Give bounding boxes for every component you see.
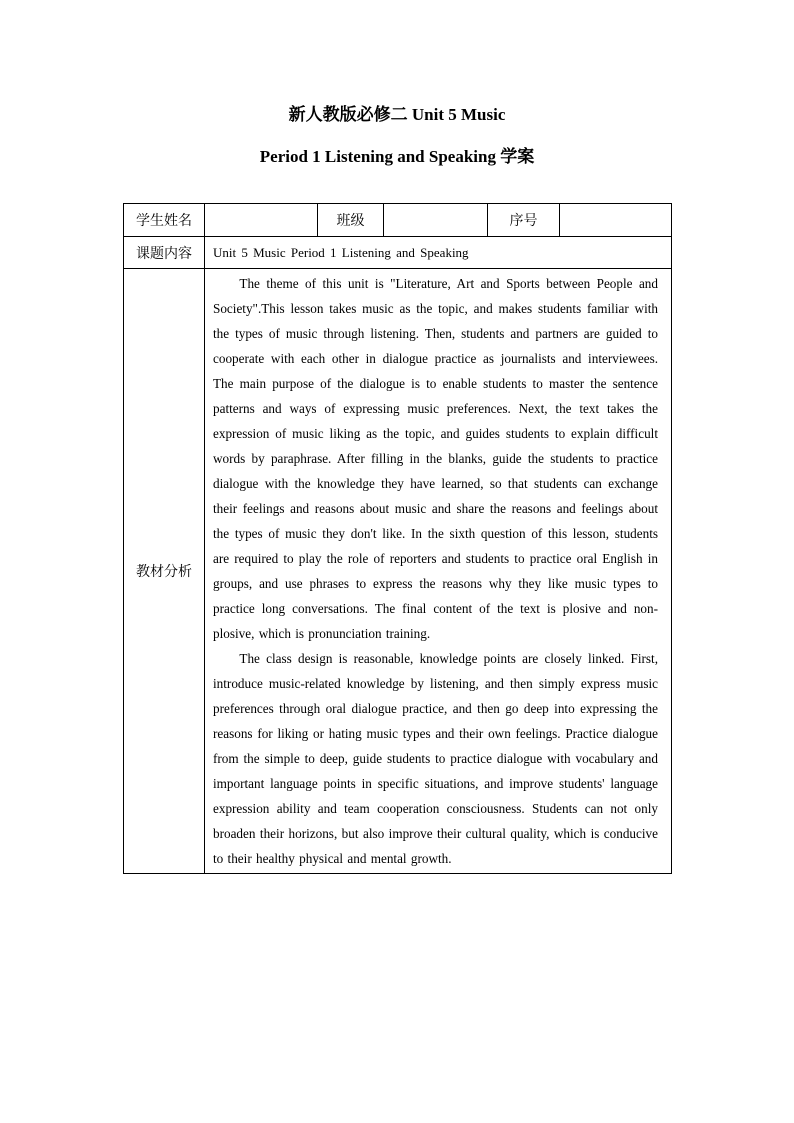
lesson-plan-table bbox=[123, 203, 672, 874]
student-name-label: 学生姓名 bbox=[124, 204, 205, 237]
analysis-paragraph: The class design is reasonable, knowledge points are closely linked. First, introduce music-related knowledge by listening, and then simply express music preferences through oral dialogue practice, and then go deep into expressing the reasons for liking or hating music types and their own feelings. Practice dialogue from the simple to deep, guide students to practice dialogue with vocabulary and important language points in specific situations, and improve students' language expression ability and team cooperation consciousness. Students can not only broaden their horizons, but also improve their cultural quality, which is conducive to their healthy physical and mental growth. bbox=[213, 651, 658, 866]
seat-number-field[interactable] bbox=[560, 204, 672, 237]
document-title: 新人教版必修二 Unit 5 Music bbox=[288, 105, 506, 124]
topic-label: 课题内容 bbox=[124, 237, 205, 269]
class-label: 班级 bbox=[318, 204, 384, 237]
topic-value: Unit 5 Music Period 1 Listening and Speaking bbox=[205, 237, 672, 269]
class-field[interactable] bbox=[384, 204, 488, 237]
student-name-field[interactable] bbox=[205, 204, 318, 237]
document-subtitle: Period 1 Listening and Speaking 学案 bbox=[259, 147, 535, 166]
student-info-row bbox=[124, 204, 672, 237]
analysis-row bbox=[124, 269, 672, 874]
topic-row bbox=[124, 237, 672, 269]
seat-number-label: 序号 bbox=[488, 204, 560, 237]
analysis-label: 教材分析 bbox=[124, 269, 205, 874]
analysis-paragraph: The theme of this unit is "Literature, Art and Sports between People and Society".This lesson takes music as the topic, and makes students familiar with the types of music through listening. Then, students and partners are guided to cooperate with each other in dialogue practice as journalists and interviewees. The main purpose of the dialogue is to enable students to master the sentence patterns and ways of expressing music preferences. Next, the text takes the expression of music liking as the topic, and guides students to explain difficult words by paraphrase. After filling in the blanks, guide the students to practice dialogue with the knowledge they have learned, so that students can exchange their feelings and reasons about music and share the reasons and feelings about the types of music they don't like. In the sixth question of this lesson, students are required to play the role of reporters and students to practice oral English in groups, and use phrases to express the reasons why they like music types to practice long conversations. The final content of the text is plosive and non-plosive, which is pronunciation training. bbox=[213, 276, 658, 641]
analysis-content bbox=[205, 269, 672, 874]
